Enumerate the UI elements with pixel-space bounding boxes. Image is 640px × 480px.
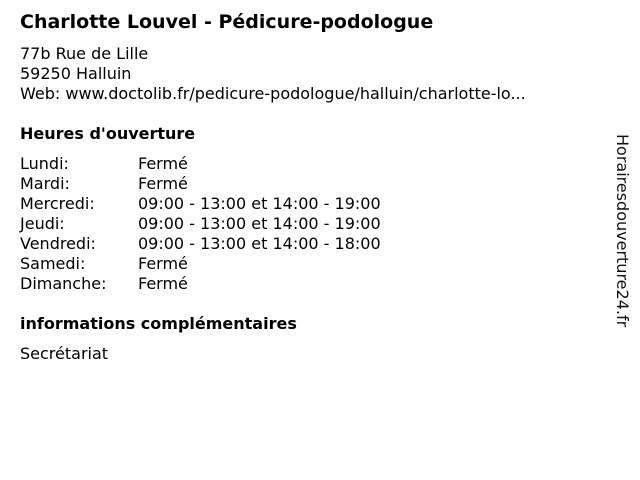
day-label: Mardi: bbox=[20, 174, 70, 193]
day-label: Lundi: bbox=[20, 154, 69, 173]
day-label: Samedi: bbox=[20, 254, 86, 273]
day-label: Jeudi: bbox=[20, 214, 65, 233]
day-label: Dimanche: bbox=[20, 274, 107, 293]
additional-info-heading: informations complémentaires bbox=[20, 314, 297, 333]
time-value: Fermé bbox=[138, 254, 188, 273]
time-value: Fermé bbox=[138, 274, 188, 293]
time-value: 09:00 - 13:00 et 14:00 - 19:00 bbox=[138, 194, 381, 213]
time-value: 09:00 - 13:00 et 14:00 - 18:00 bbox=[138, 234, 381, 253]
time-value: 09:00 - 13:00 et 14:00 - 19:00 bbox=[138, 214, 381, 233]
opening-hours-heading: Heures d'ouverture bbox=[20, 124, 196, 143]
day-label: Mercredi: bbox=[20, 194, 95, 213]
address-block bbox=[20, 44, 526, 104]
page-title: Charlotte Louvel - Pédicure-podologue bbox=[20, 11, 434, 33]
day-label: Vendredi: bbox=[20, 234, 96, 253]
additional-info-text: Secrétariat bbox=[20, 344, 109, 363]
time-value: Fermé bbox=[138, 174, 188, 193]
time-value: Fermé bbox=[138, 154, 188, 173]
address-city: 59250 Halluin bbox=[20, 64, 132, 83]
watermark-text: Horairesdouverture24.fr bbox=[613, 134, 632, 328]
address-street: 77b Rue de Lille bbox=[20, 44, 149, 63]
watermark bbox=[612, 134, 636, 344]
website-link[interactable]: Web: www.doctolib.fr/pedicure-podologue/halluin/charlotte-lo... bbox=[20, 84, 526, 103]
